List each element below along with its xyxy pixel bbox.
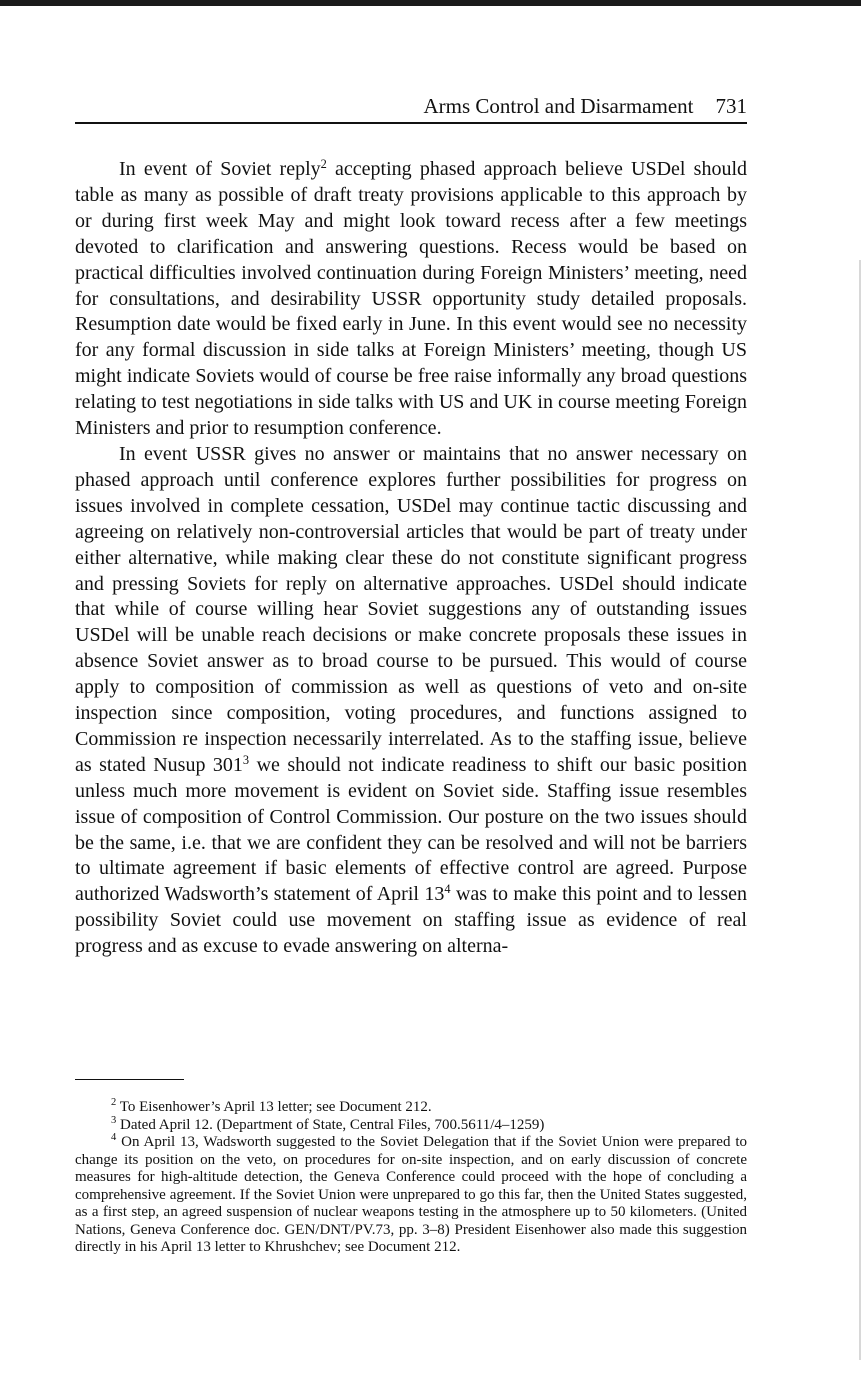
footnote-text: To Eisenhower’s April 13 letter; see Document 212. [119,1099,432,1115]
paragraph-text: was to make this point and to lessen possibility Soviet could use movement on staffing issue as evidence of real progress and as excuse to evade answering on alterna- [75,883,747,958]
footnote-number: 3 [111,1114,117,1126]
main-body [75,157,747,960]
footnote-3 [75,1114,747,1135]
paragraph-2 [75,442,747,960]
page-top-border [0,0,861,6]
paragraph-text: we should not indicate readiness to shift our basic position unless much more movement is evident on Soviet side. Staffing issue resembles issue of composition of Control Commission. Our posture on the two issues should be the same, i.e. that we are confident they can be resolved and will not be barriers to ultimate agreement if basic elements of effective control are agreed. Purpose authorized Wadsworth’s statement of April 13 [75,753,747,906]
footnote-number: 4 [111,1132,117,1144]
paragraph-text: In event USSR gives no answer or maintains that no answer necessary on phased approach until conference explores further possibilities for progress on issues involved in complete cessation, USDel may continue tactic discussing and agreeing on relatively non-controversial articles that would be part of treaty under either alternative, while making clear these do not constitute significant progress and pressing Soviets for reply on alternative approaches. USDel should indicate that while of course willing hear Soviet suggestions any of outstanding issues USDel will be unable reach decisions or make concrete proposals these issues in absence Soviet answer as to broad course to be pursued. This would of course apply to composition of commission as well as questions of veto and on-site inspection since composition, voting procedures, and functions assigned to Commission re inspection necessarily interrelated. As to the staffing issue, believe as stated Nusup 301 [75,442,747,776]
header-rule [75,122,747,124]
footnote-2 [75,1099,747,1117]
paragraph-text: accepting phased approach believe USDel should table as many as possible of draft treaty provisions applicable to this approach by or during first week May and might look toward recess after a few meetings devoted to clarification and answering questions. Recess would be based on practical difficulties involved continuation during Foreign Ministers’ meeting, need for consultations, and desirability USSR opportunity study detailed proposals. Resumption date would be fixed early in June. In this event would see no necessity for any formal discussion in side talks at Foreign Ministers’ meeting, though US might indicate Soviets would of course be free raise informally any broad questions relating to test negotiations in side talks with US and UK in course meeting Foreign Ministers and prior to resumption conference. [75,158,748,440]
page-number: 731 [715,94,747,118]
footnote-rule [75,1079,184,1080]
footnote-text: Dated April 12. (Department of State, Central Files, 700.5611/4–1259) [120,1116,545,1133]
footnote-number: 2 [111,1097,117,1109]
paragraph-text: In event of Soviet reply [119,158,321,180]
footnote-ref[interactable]: 3 [242,753,250,768]
running-head-title: Arms Control and Disarmament [423,94,694,118]
footnotes [75,1099,747,1257]
paragraph-1 [75,157,747,442]
footnote-ref[interactable]: 2 [320,157,327,172]
running-header [75,93,747,119]
footnote-4 [75,1134,747,1257]
footnote-text: On April 13, Wadsworth suggested to the Soviet Delegation that if the Soviet Union were prepared to change its position on the veto, on procedures for on-site inspection, and on early discussion of concrete measures for high-altitude detection, the Geneva Conference could proceed with the hope of concluding a comprehensive agreement. If the Soviet Union were unprepared to go this far, then the United States suggested, as a first step, an agreed suspension of nuclear weapons testing in the atmosphere up to 50 kilometers. (United Nations, Geneva Conference doc. GEN/DNT/PV.73, pp. 3–8) President Eisenhower also made this suggestion directly in his April 13 letter to Khrushchev; see Document 212. [75,1134,747,1255]
footnote-ref[interactable]: 4 [444,882,451,897]
